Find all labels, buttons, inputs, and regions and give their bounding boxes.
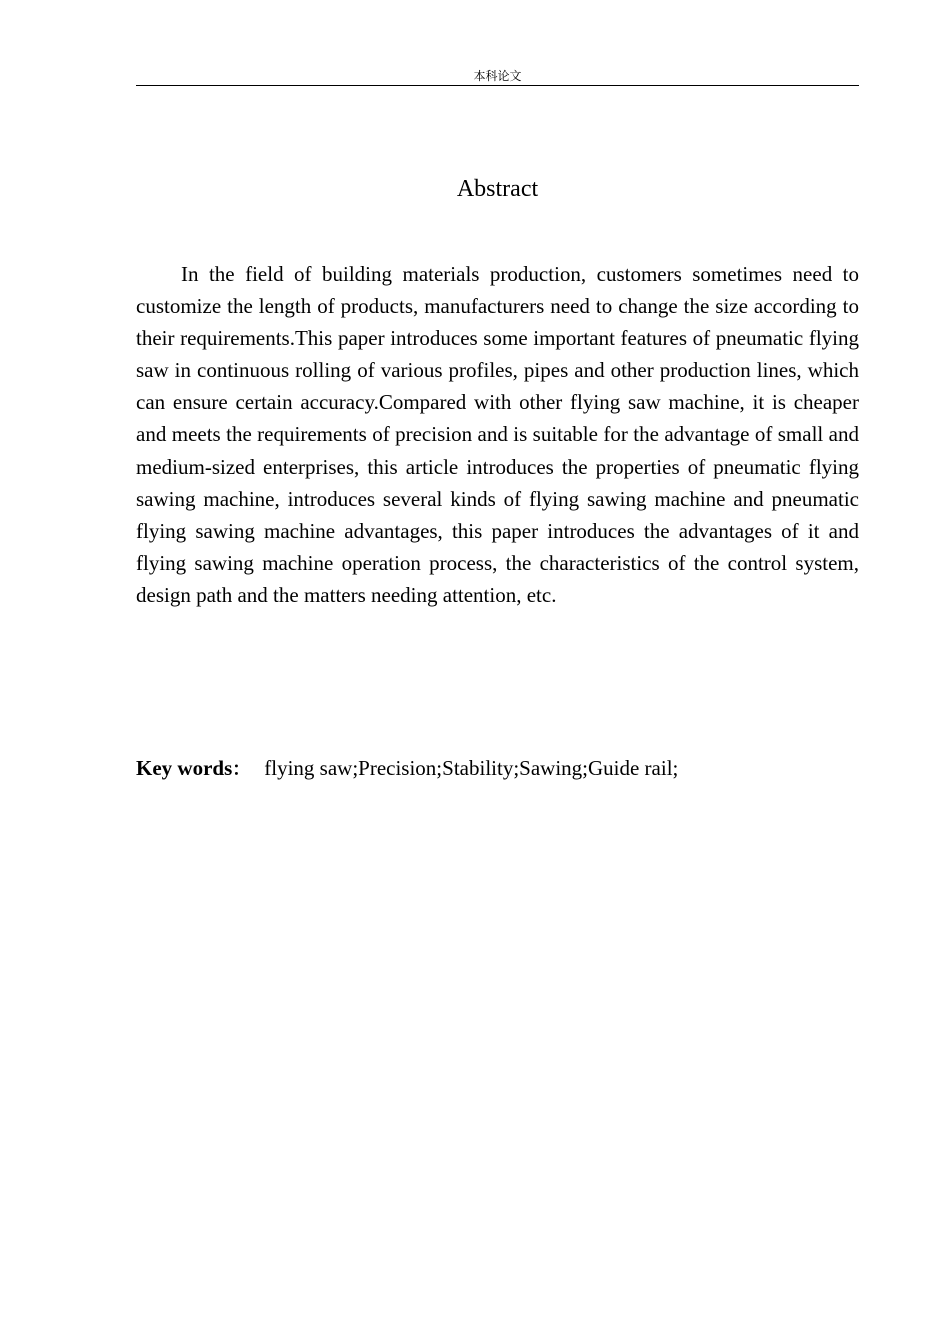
header-rule xyxy=(136,85,859,86)
keywords-value: flying saw;Precision;Stability;Sawing;Guide rail; xyxy=(264,756,679,780)
abstract-title: Abstract xyxy=(456,176,539,202)
keywords-label: Key words xyxy=(136,756,233,780)
keywords-line xyxy=(136,752,859,786)
abstract-body: In the field of building materials production, customers sometimes need to customize the length of products, manufacturers need to change the size according to their requirements.This paper introduces some important features of pneumatic flying saw in continuous rolling of various profiles, pipes and other production lines, which can ensure certain accuracy.Compared with other flying saw machine, it is cheaper and meets the requirements of precision and is suitable for the advantage of small and medium-sized enterprises, this article introduces the properties of pneumatic flying sawing machine, introduces several kinds of flying sawing machine and pneumatic flying sawing machine advantages, this paper introduces the advantages of it and flying sawing machine operation process, the characteristics of the control system, design path and the matters needing attention, etc. xyxy=(136,262,859,607)
running-header: 本科论文 xyxy=(473,69,522,83)
keywords-colon: ： xyxy=(232,759,251,780)
